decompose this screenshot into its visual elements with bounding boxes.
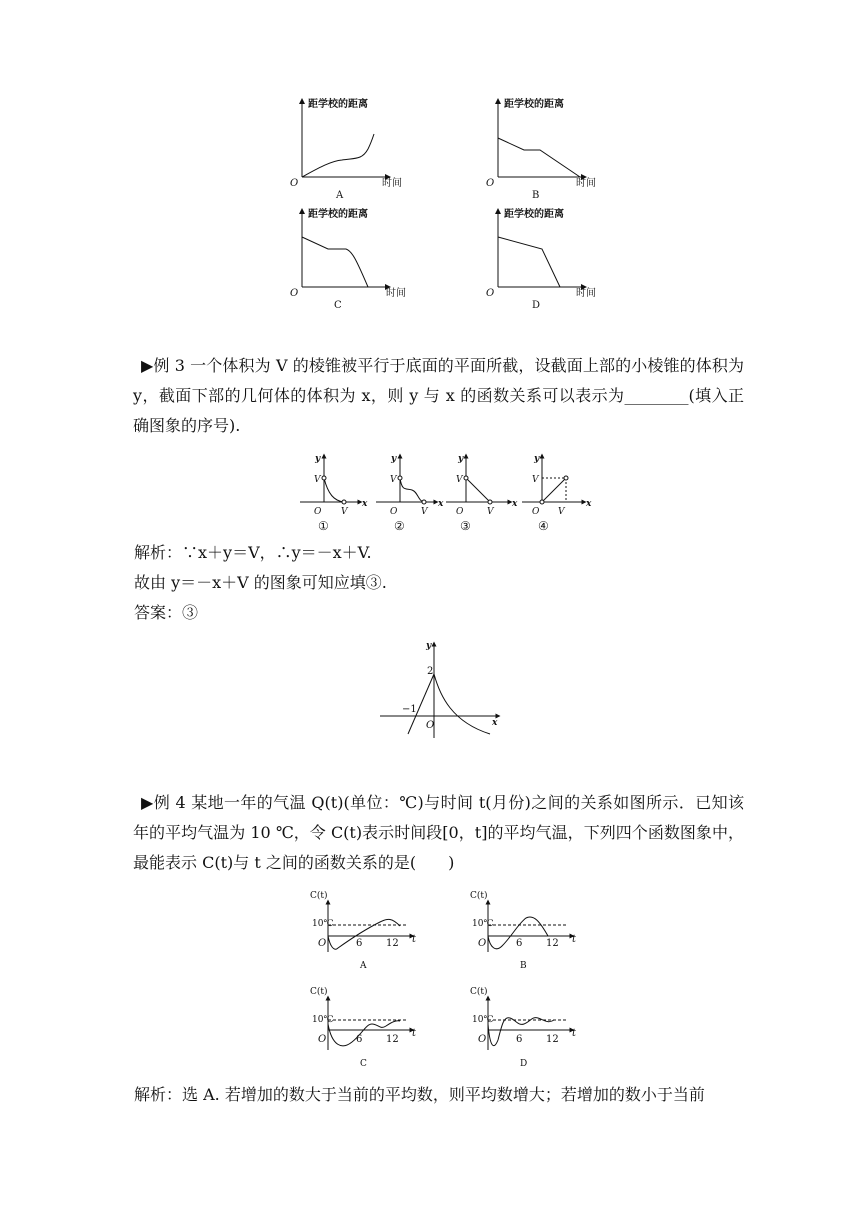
panel-c-temperature [310, 986, 417, 1069]
svg-text:6: 6 [516, 1034, 523, 1045]
svg-text:10℃: 10℃ [312, 919, 334, 929]
svg-text:x: x [586, 499, 592, 509]
xlabel-d: 时间 [576, 288, 596, 299]
figure-piecewise-graph [380, 640, 510, 740]
svg-text:O: O [478, 938, 487, 949]
svg-text:O: O [426, 720, 435, 731]
panel-d [486, 207, 596, 311]
svg-text:6: 6 [356, 938, 363, 949]
svg-text:O: O [456, 507, 464, 517]
svg-text:y: y [426, 641, 432, 651]
svg-text:V: V [487, 507, 494, 517]
svg-text:t: t [412, 934, 417, 945]
svg-text:O: O [532, 507, 540, 517]
panel-d-temperature [470, 986, 577, 1069]
svg-text:V: V [421, 507, 428, 517]
svg-text:2: 2 [427, 666, 434, 677]
panel-b [486, 97, 596, 201]
panel-label-d: D [532, 300, 541, 311]
svg-text:O: O [314, 507, 322, 517]
ylabel-b: 距学校的距离 [504, 99, 564, 110]
svg-text:C(t): C(t) [310, 891, 328, 901]
svg-text:V: V [341, 507, 348, 517]
svg-text:t: t [572, 934, 577, 945]
curve-a [302, 134, 374, 177]
panel-b-temperature [470, 890, 577, 971]
svg-text:V: V [558, 507, 565, 517]
panel-label-b: B [532, 190, 540, 201]
panel-a-temperature [310, 890, 417, 971]
svg-text:6: 6 [356, 1034, 363, 1045]
svg-text:12: 12 [386, 1034, 399, 1045]
curve-c [302, 237, 368, 287]
svg-text:y: y [534, 454, 540, 464]
origin-c: O [290, 288, 299, 299]
svg-text:10℃: 10℃ [312, 1015, 334, 1025]
panel-label-a-temperature: A [360, 961, 367, 971]
figure-distance-graphs [280, 95, 610, 315]
panel-label-b-temperature: B [520, 961, 527, 971]
origin-d: O [486, 288, 495, 299]
panel-label-d-temperature: D [520, 1059, 528, 1069]
xlabel-c: 时间 [386, 288, 406, 299]
graph-number-4: ④ [538, 519, 549, 533]
svg-text:x: x [438, 499, 444, 509]
panel-a [290, 97, 402, 201]
svg-text:y: y [391, 454, 397, 464]
svg-text:t: t [412, 1028, 417, 1039]
svg-text:V: V [314, 475, 321, 485]
curve-b [498, 138, 580, 177]
example-3-text: ▶例 3 一个体积为 V 的棱锥被平行于底面的平面所截，设截面上部的小棱锥的体积为 y，截面下部的几何体的体积为 x，则 y 与 x 的函数关系可以表示为________(填入正确图象的序号). [133, 356, 744, 435]
svg-text:x: x [512, 499, 518, 509]
panel-label-c-temperature: C [360, 1059, 367, 1069]
origin-a: O [290, 178, 299, 189]
panel-label-a: A [336, 190, 344, 201]
svg-text:t: t [572, 1028, 577, 1039]
xlabel-b: 时间 [576, 178, 596, 189]
graph-4 [522, 454, 592, 533]
svg-text:O: O [478, 1034, 487, 1045]
ylabel-c: 距学校的距离 [308, 209, 368, 220]
solution-3-line-1: 解析：∵x＋y＝V，∴y＝－x＋V. [134, 543, 372, 562]
panel-c [290, 207, 406, 311]
svg-text:12: 12 [546, 1034, 559, 1045]
svg-text:O: O [318, 938, 327, 949]
ylabel-a: 距学校的距离 [308, 99, 368, 110]
origin-b: O [486, 178, 495, 189]
solution-3-line-2: 故由 y＝－x＋V 的图象可知应填③. [134, 573, 387, 592]
figure-volume-graphs [296, 452, 592, 534]
graph-3 [446, 454, 518, 533]
decay-curve [434, 674, 490, 734]
svg-text:y: y [315, 454, 321, 464]
svg-text:12: 12 [386, 938, 399, 949]
svg-text:C(t): C(t) [310, 987, 328, 997]
svg-text:O: O [390, 507, 398, 517]
svg-text:10℃: 10℃ [472, 1015, 494, 1025]
graph-1 [300, 454, 368, 533]
graph-2 [376, 454, 444, 533]
svg-text:10℃: 10℃ [472, 919, 494, 929]
panel-label-c: C [334, 300, 342, 311]
svg-text:−1: −1 [402, 704, 417, 715]
svg-text:y: y [458, 454, 464, 464]
svg-text:V: V [390, 475, 397, 485]
solution-3 [0, 538, 860, 628]
graph-number-1: ① [318, 519, 329, 533]
xlabel-a: 时间 [382, 178, 402, 189]
svg-text:C(t): C(t) [470, 987, 488, 997]
graph-number-2: ② [394, 519, 405, 533]
svg-text:6: 6 [516, 938, 523, 949]
figure-temperature-graphs [308, 888, 598, 1078]
svg-text:x: x [362, 499, 368, 509]
example-4-text: ▶例 4 某地一年的气温 Q(t)(单位：℃)与时间 t(月份)之间的关系如图所示．已知该年的平均气温为 10 ℃，令 C(t)表示时间段[0，t]的平均气温，下列四个函数图象中，最能表示 C(t)与 t 之间的函数关系的是( ) [133, 793, 744, 872]
svg-text:C(t): C(t) [470, 891, 488, 901]
ylabel-d: 距学校的距离 [504, 209, 564, 220]
svg-text:12: 12 [546, 938, 559, 949]
example-4 [0, 788, 860, 878]
svg-text:x: x [492, 718, 498, 728]
curve-d [498, 237, 560, 287]
solution-4-text: 解析：选 A. 若增加的数大于当前的平均数，则平均数增大；若增加的数小于当前 [134, 1085, 705, 1104]
solution-4 [0, 1080, 860, 1110]
svg-text:V: V [532, 475, 539, 485]
svg-text:O: O [318, 1034, 327, 1045]
graph-number-3: ③ [460, 519, 471, 533]
example-3 [0, 351, 860, 441]
solution-3-answer: 答案：③ [134, 603, 199, 622]
svg-text:V: V [456, 475, 463, 485]
